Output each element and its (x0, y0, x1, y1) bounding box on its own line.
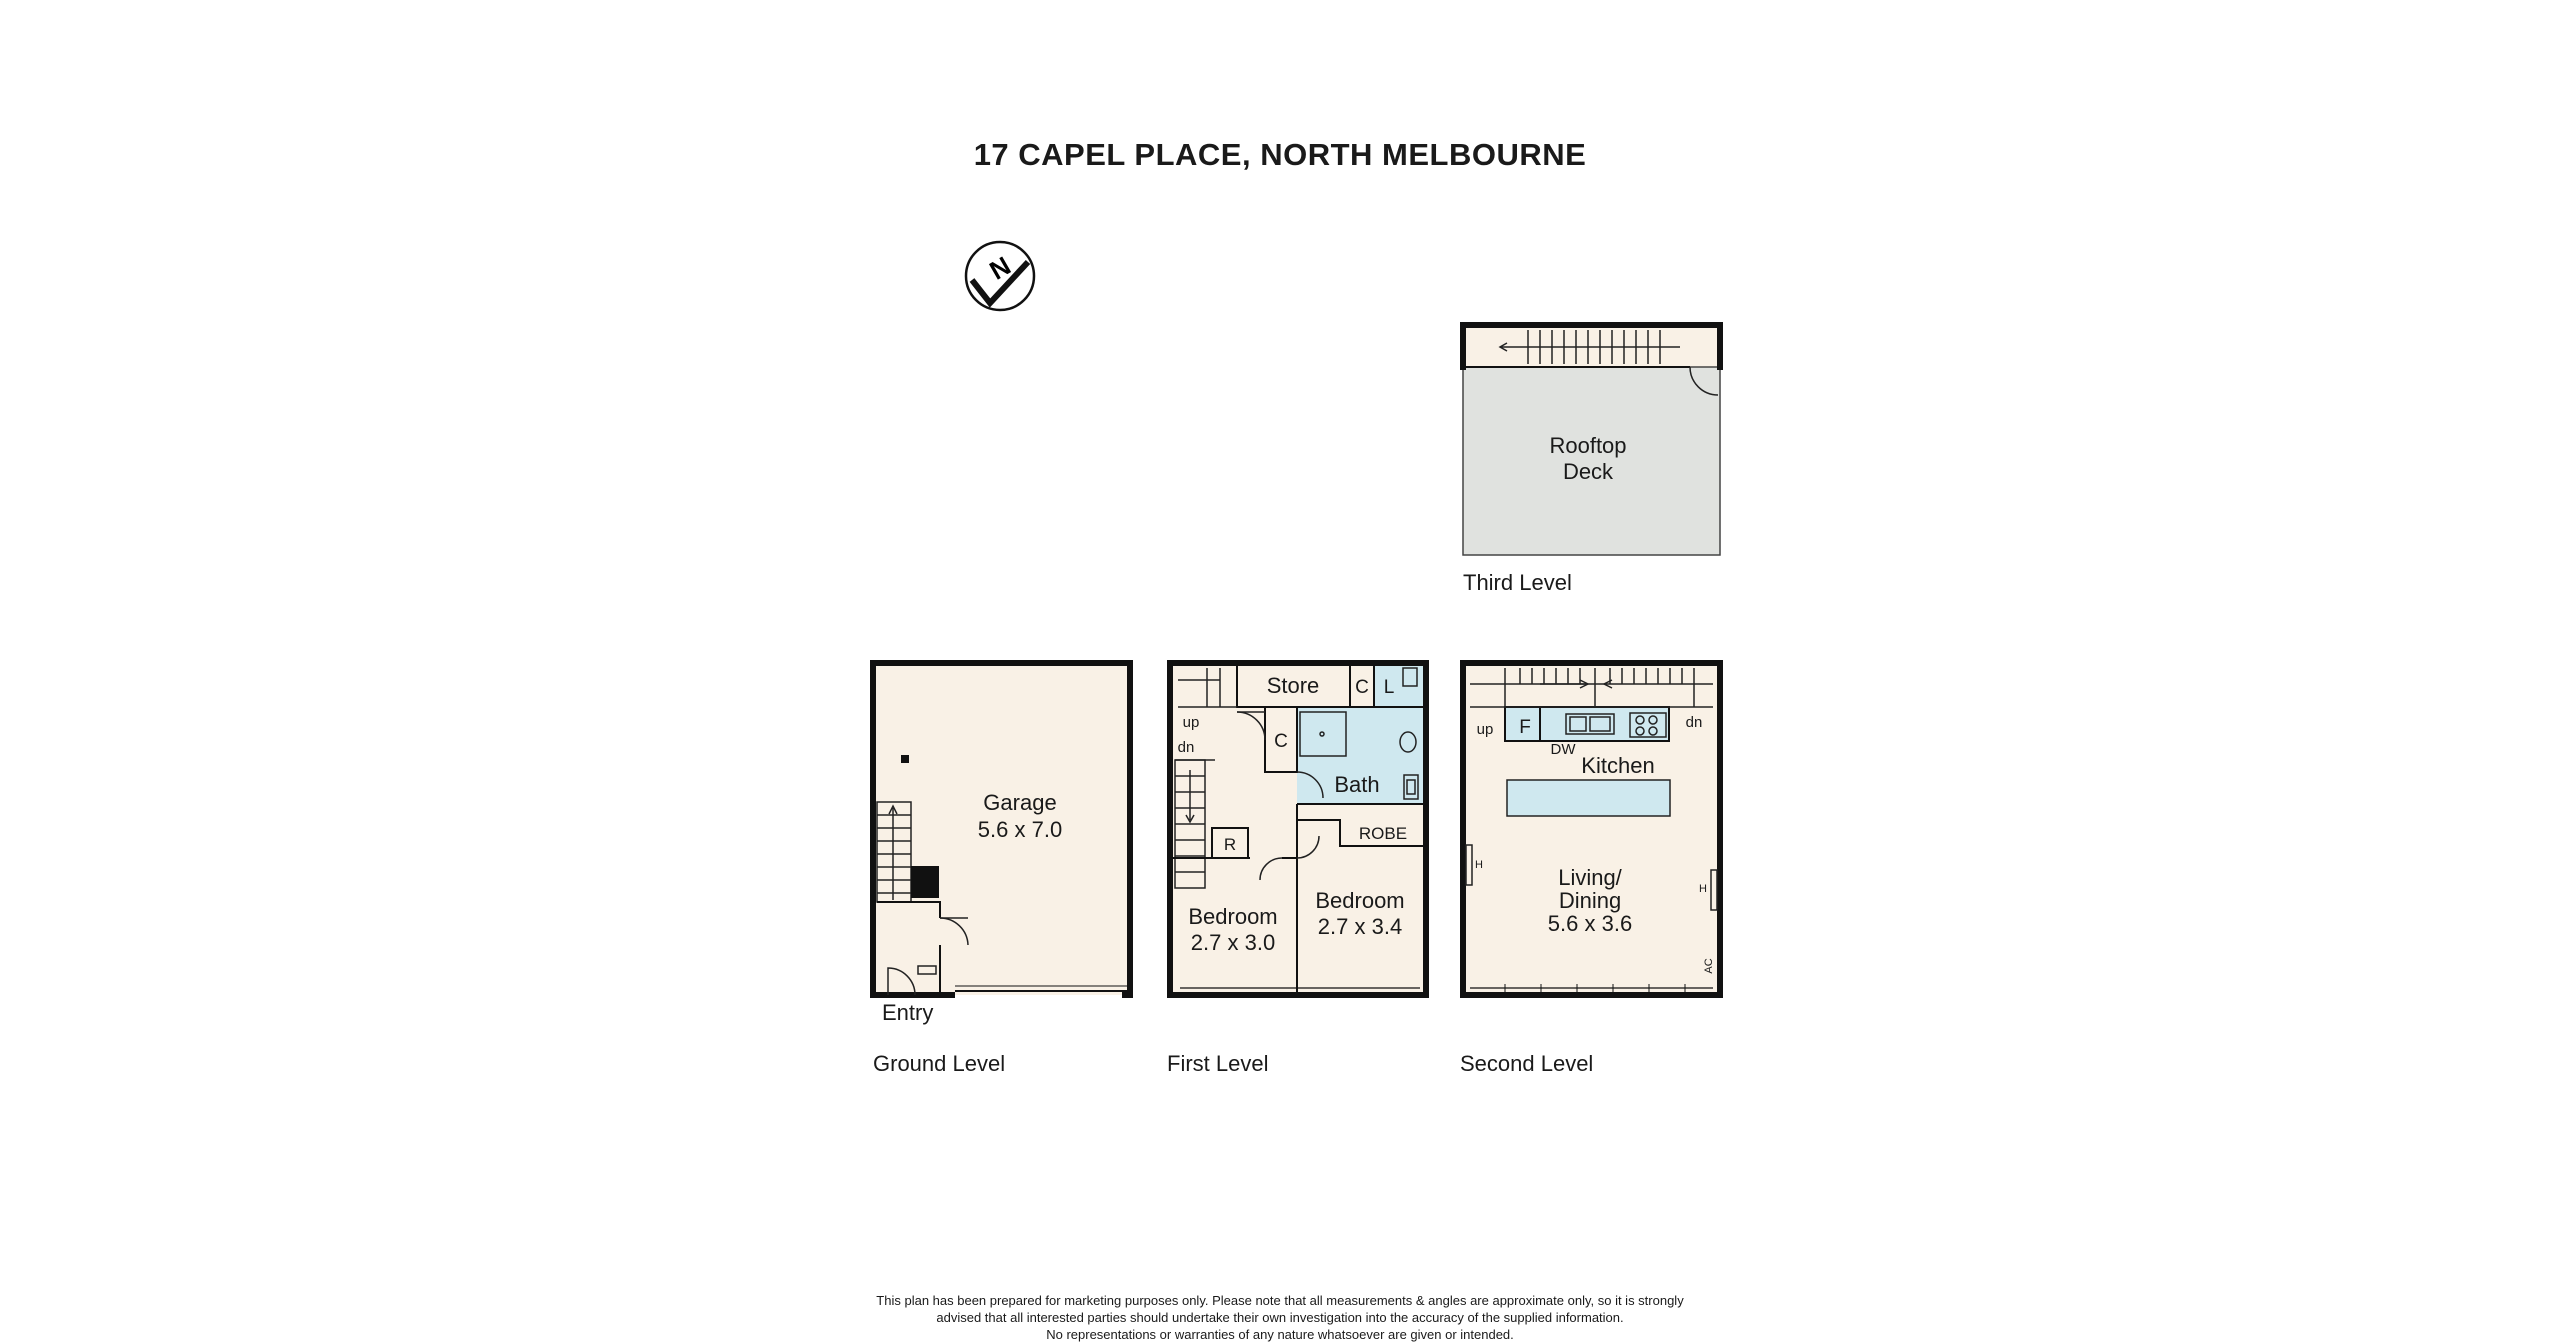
bedroom1-label: Bedroom (1188, 904, 1278, 929)
garage-size: 5.6 x 7.0 (977, 817, 1063, 842)
first-c2-label: C (1274, 731, 1288, 752)
first-level-label: First Level (1167, 1051, 1269, 1076)
north-compass-icon (966, 242, 1034, 310)
disclaimer (0, 1292, 2560, 1343)
rooftop-label-1: Rooftop (1549, 433, 1627, 458)
heater2-label: H (1699, 883, 1707, 895)
disclaimer-line: This plan has been prepared for marketing purposes only. Please note that all measurements & angles are approximate only, so it is strongly (876, 1293, 1684, 1308)
rooftop-label-2: Deck (1562, 459, 1614, 484)
bedroom2-label: Bedroom (1315, 888, 1405, 913)
third-level-plan (1463, 325, 1720, 595)
ground-level-label: Ground Level (873, 1051, 1006, 1076)
disclaimer-line: No representations or warranties of any nature whatsoever are given or intended. (1046, 1327, 1514, 1342)
garage-label: Garage (983, 790, 1057, 815)
dishwasher-label: DW (1550, 741, 1576, 758)
third-level-label: Third Level (1463, 570, 1572, 595)
bedroom1-size: 2.7 x 3.0 (1190, 930, 1276, 955)
disclaimer-line: advised that all interested parties should undertake their own investigation into the accuracy of the supplied information. (936, 1310, 1624, 1325)
ground-level-plan (873, 663, 1130, 1076)
first-c1-label: C (1355, 677, 1369, 698)
entry-label: Entry (882, 1000, 934, 1025)
r-label: R (1223, 835, 1237, 854)
store-label: Store (1266, 673, 1320, 698)
living-size: 5.6 x 3.6 (1547, 911, 1633, 936)
plan-title: 17 CAPEL PLACE, NORTH MELBOURNE (973, 137, 1587, 172)
bath-label: Bath (1334, 772, 1380, 797)
first-level-plan (1167, 663, 1426, 1076)
first-dn-label: dn (1177, 739, 1195, 756)
first-l-label: L (1383, 677, 1395, 698)
living-label-2: Dining (1558, 888, 1622, 913)
heater1-label: H (1475, 859, 1483, 871)
ac-label: AC (1703, 958, 1715, 974)
kitchen-label: Kitchen (1581, 753, 1655, 778)
second-level-plan (1460, 663, 1720, 1076)
robe-label: ROBE (1358, 824, 1408, 843)
fridge-label: F (1519, 717, 1531, 738)
second-up-label: up (1476, 721, 1494, 738)
second-dn-label: dn (1685, 714, 1703, 731)
bedroom2-size: 2.7 x 3.4 (1317, 914, 1403, 939)
compass-letter: N (984, 250, 1016, 286)
second-level-label: Second Level (1460, 1051, 1594, 1076)
living-label-1: Living/ (1558, 865, 1622, 890)
first-up-label: up (1182, 714, 1200, 731)
